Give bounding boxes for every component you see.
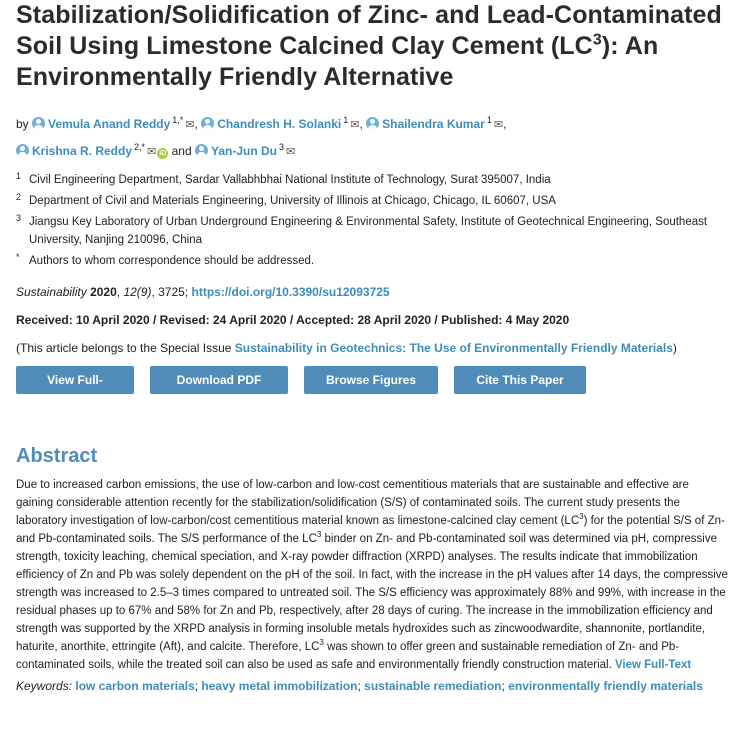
author-link-reddy-va[interactable]: Vemula Anand Reddy — [48, 117, 171, 131]
special-issue-note: (This article belongs to the Special Issue Sustainability in Geotechnics: The Use of Environmentally Friendly Materials) — [16, 341, 677, 355]
abstract-view-full-text-link[interactable]: View Full-Text — [614, 659, 692, 671]
keyword-link[interactable]: environmentally friendly materials — [508, 679, 703, 693]
orcid-icon[interactable]: iD — [159, 150, 167, 157]
author-avatar-icon — [195, 144, 208, 157]
view-full-text-button[interactable]: View Full-Text — [16, 366, 134, 394]
citation-line: Sustainability 2020, 12(9), 3725; https://doi.org/10.3390/su12093725 — [16, 285, 390, 299]
affiliation-item: * Authors to whom correspondence should be addressed. — [16, 252, 315, 267]
envelope-icon[interactable]: ✉ — [185, 119, 195, 131]
abstract-text: Due to increased carbon emissions, the use of low-carbon and low-cost cementitious materials that are sustainable and effective are gaining considerable attention recently for the stabilization/solidification (S/S) of contaminated soils. The current study presents the laboratory investigation of low-carbon/cost cementitious material known as limestone-calcined clay cement $(LC^3)$ for the potential S/S of Zn- and Pb-contaminated soils. The S/S performance of the $LC^3$ binder on Zn- and Pb-contaminated soil was determined via pH, compressive strength, toxicity leaching, chemical speciation, and X-ray powder diffraction (XRPD) analyses. The results indicate that immobilization efficiency of Zn and Pb was solely dependent on the pH of the soil. In fact, with the increase in the pH values after 14 days, the compressive strength was increased to 2.5–3 times compared to untreated soil. The S/S efficiency was approximately 88% and 99%, with increase in the residual phases up to 67% and 58% for Zn and Pb, respectively, after 28 days of curing. The increase in the immobilization efficiency and strength was supported by the XRPD analysis in forming insoluble metals hydroxides such as zincwoodwardite, shannonite, portlandite, haturite, anorthite, ettringite (Aft), and calcite. Therefore, $LC^3$ was shown to offer green and sustainable remediation of Zn- and Pb-contaminated soils, while the treated soil can also be used as safe and environmentally friendly construction material. View Full-Text — [16, 479, 728, 671]
author-list: by Vemula Anand Reddy $^{1,*}$ ✉, Chandresh H. Solanki $^1$ ✉, Shailendra Kumar $^1$ ✉, Krishna R. Reddy $^{2,*}$ ✉ iD and Yan-Jun Du $^3$ ✉ — [16, 115, 507, 158]
action-buttons — [16, 366, 728, 415]
abstract-heading: Abstract — [16, 445, 98, 467]
author-link-solanki[interactable]: Chandresh H. Solanki — [217, 117, 342, 131]
special-issue-link[interactable]: Sustainability in Geotechnics: The Use of Environmentally Friendly Materials — [234, 341, 673, 355]
cite-paper-button[interactable]: Cite This Paper — [454, 366, 586, 394]
envelope-icon[interactable]: ✉ — [286, 146, 296, 158]
author-avatar-icon — [16, 144, 29, 157]
article-page — [16, 0, 728, 695]
browse-figures-button[interactable]: Browse Figures — [304, 366, 438, 394]
author-avatar-icon — [201, 117, 214, 130]
download-pdf-button[interactable]: Download PDF — [150, 366, 288, 394]
publication-dates: Received: 10 April 2020 / Revised: 24 April 2020 / Accepted: 28 April 2020 / Published: 4 May 2020 — [16, 313, 570, 327]
envelope-icon[interactable]: ✉ — [493, 119, 504, 131]
author-link-reddy-kr[interactable]: Krishna R. Reddy — [32, 144, 133, 158]
keyword-link[interactable]: heavy metal immobilization — [201, 679, 358, 693]
keyword-link[interactable]: sustainable remediation — [364, 679, 502, 693]
keyword-link[interactable]: low carbon materials — [75, 679, 195, 693]
affiliation-item: 3 Jiangsu Key Laboratory of Urban Underground Engineering & Environmental Safety, Institute of Geotechnical Engineering, Southeast University, Nanjing 210096, China — [16, 213, 708, 246]
keywords-line: Keywords: low carbon materials; heavy metal immobilization; sustainable remediation; environmentally friendly materials — [16, 679, 703, 693]
affiliation-item: 1 Civil Engineering Department, Sardar Vallabhbhai National Institute of Technology, Surat 395007, India — [16, 171, 551, 186]
author-avatar-icon — [366, 117, 379, 130]
author-link-du[interactable]: Yan-Jun Du — [210, 144, 277, 158]
envelope-icon[interactable]: ✉ — [350, 119, 360, 131]
article-title: Stabilization/Solidification of Zinc- and Lead-Contaminated Soil Using Limestone Calcined Clay Cement $(LC^3)$: An Environmentally Friendly Alternative — [16, 1, 722, 91]
affiliation-list — [16, 171, 728, 270]
author-avatar-icon — [32, 117, 45, 130]
author-link-kumar[interactable]: Shailendra Kumar — [382, 117, 485, 131]
affiliation-item: 2 Department of Civil and Materials Engineering, University of Illinois at Chicago, Chicago, IL 60607, USA — [16, 192, 556, 207]
envelope-icon[interactable]: ✉ — [147, 146, 157, 158]
doi-link[interactable]: https://doi.org/10.3390/su12093725 — [191, 285, 390, 299]
